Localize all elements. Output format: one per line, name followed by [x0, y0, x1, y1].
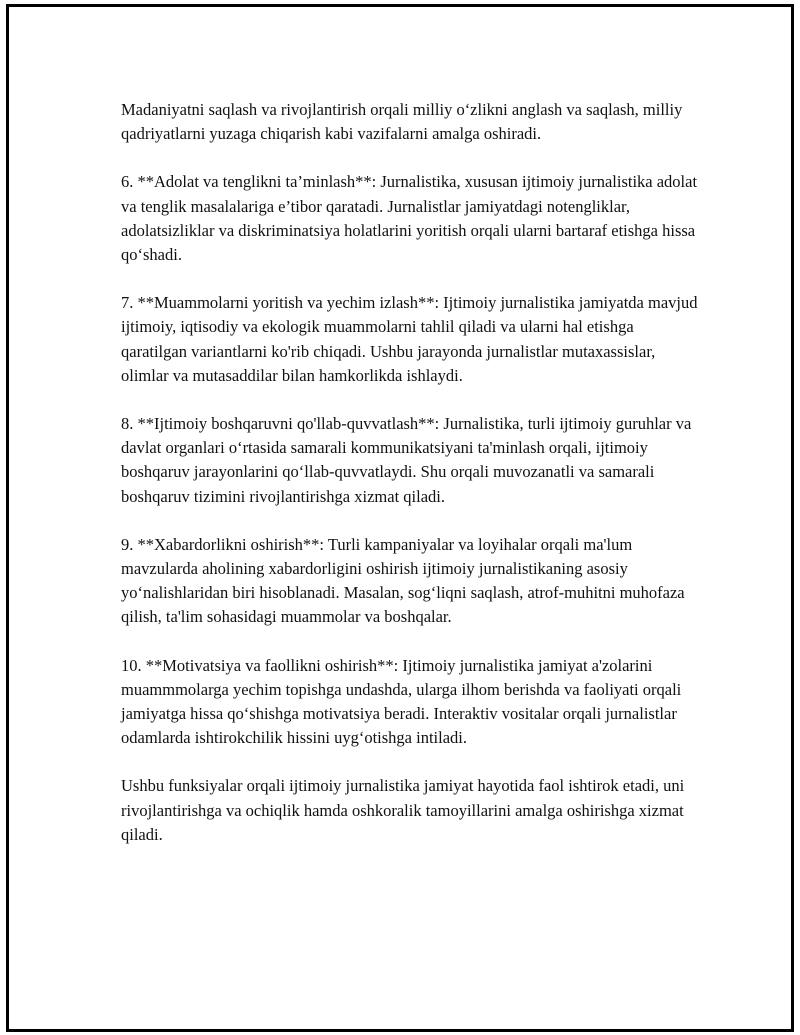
paragraph-conclusion: Ushbu funksiyalar orqali ijtimoiy jurnalistika jamiyat hayotida faol ishtirok etadi, uni rivojlantirishga va ochiqlik hamda oshkoralik tamoyillarini amalga oshirishga xizmat qiladi. [121, 776, 685, 844]
paragraph-item-9: 9. **Xabardorlikni oshirish**: Turli kampaniyalar va loyihalar orqali ma'lum mavzularda aholining xabardorligini oshirish ijtimoiy jurnalistikaning asosiy yo‘nalishlaridan biri hisoblanadi. Masalan, sog‘liqni saqlash, atrof-muhitni muhofaza qilish, ta'lim sohasidagi muammolar va boshqalar. [121, 534, 685, 627]
paragraph-intro: Madaniyatni saqlash va rivojlantirish orqali milliy o‘zlikni anglash va saqlash, milliy qadriyatlarni yuzaga chiqarish kabi vazifalarni amalga oshiradi. [121, 100, 683, 144]
document-body [121, 98, 701, 871]
paragraph-item-7: 7. **Muammolarni yoritish va yechim izlash**: Ijtimoiy jurnalistika jamiyatda mavjud ijtimoiy, iqtisodiy va ekologik muammolarni tahlil qiladi va ularni hal etishga qaratilgan variantlarni ko'rib chiqadi. Ushbu jarayonda jurnalistlar mutaxassislar, olimlar va mutasaddilar bilan hamkorlikda ishlaydi. [121, 293, 698, 385]
paragraph-item-10: 10. **Motivatsiya va faollikni oshirish**: Ijtimoiy jurnalistika jamiyat a'zolarini muammmolarga yechim topishga undashda, ularga ilhom berishda va faoliyati orqali jamiyatga hissa qo‘shishga motivatsiya beradi. Interaktiv vositalar orqali jurnalistlar odamlarda ishtirokchilik hissini uyg‘otishga intiladi. [121, 655, 682, 748]
paragraph-item-8: 8. **Ijtimoiy boshqaruvni qo'llab-quvvatlash**: Jurnalistika, turli ijtimoiy guruhlar va davlat organlari o‘rtasida samarali kommunikatsiyani ta'minlash orqali, ijtimoiy boshqaruv jarayonlarini qo‘llab-quvvatlaydi. Shu orqali muvozanatli va samarali boshqaruv tizimini rivojlantirishga xizmat qiladi. [121, 414, 692, 506]
paragraph-item-6: 6. **Adolat va tenglikni ta’minlash**: Jurnalistika, xususan ijtimoiy jurnalistika adolat va tenglik masalalariga e’tibor qaratadi. Jurnalistlar jamiyatdagi notengliklar, adolatsizliklar va diskriminatsiya holatlarini yoritish orqali ularni bartaraf etishga hissa qo‘shadi. [121, 172, 698, 265]
page-frame [6, 4, 794, 1032]
